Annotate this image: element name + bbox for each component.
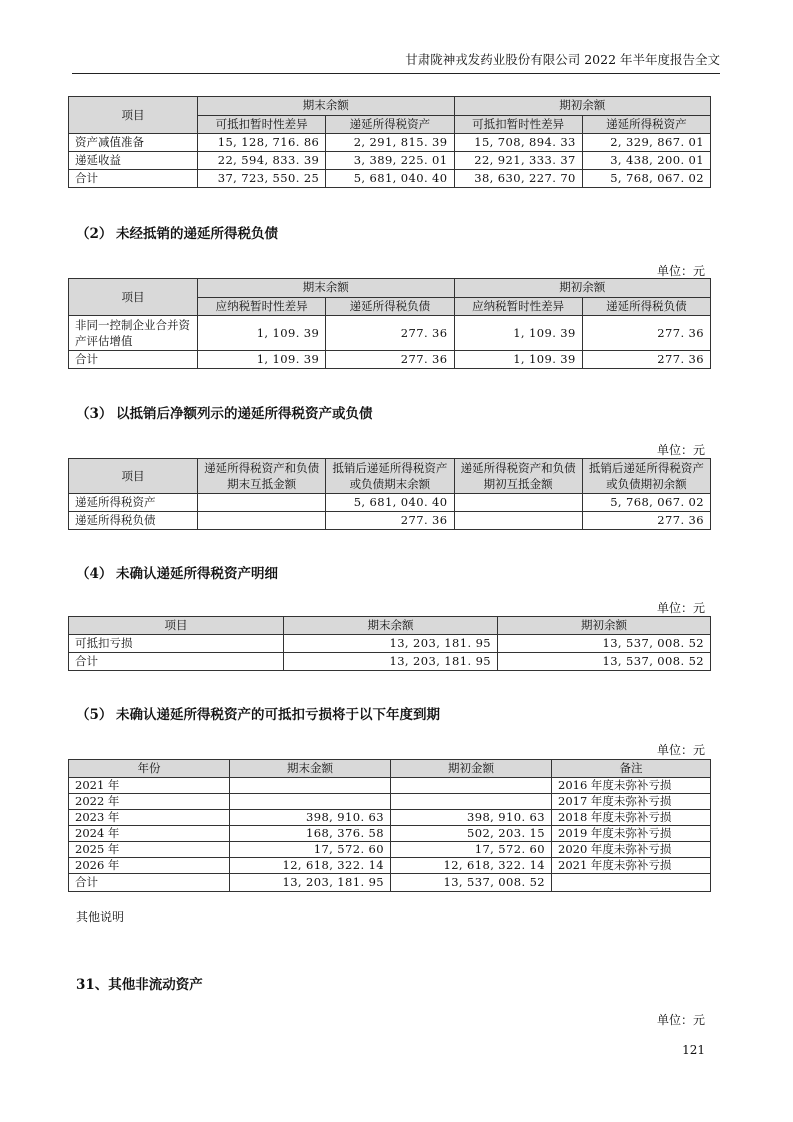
row-label: 2023 年 xyxy=(69,810,230,826)
col-header: 可抵扣暂时性差异 xyxy=(454,115,582,134)
cell-value: 398, 910. 63 xyxy=(391,810,552,826)
row-label: 递延所得税负债 xyxy=(69,512,198,530)
col-header-note: 备注 xyxy=(552,760,711,778)
table-row-total xyxy=(69,170,711,188)
col-header: 应纳税暂时性差异 xyxy=(454,297,582,316)
table-row-total xyxy=(69,351,711,369)
section-heading xyxy=(76,562,278,582)
col-header-end-balance: 期末余额 xyxy=(284,617,498,635)
cell-value: 1, 109. 39 xyxy=(454,316,582,351)
deferred-tax-assets-table xyxy=(68,96,711,188)
col-header-item: 项目 xyxy=(69,97,198,134)
cell-value: 22, 594, 833. 39 xyxy=(198,152,326,170)
table-header-row xyxy=(69,617,711,635)
deferred-tax-liabilities-table xyxy=(68,278,711,369)
cell-value: 13, 537, 008. 52 xyxy=(498,635,711,653)
col-header-end-amount: 期末金额 xyxy=(230,760,391,778)
row-label: 递延收益 xyxy=(69,152,198,170)
cell-value: 13, 203, 181. 95 xyxy=(284,653,498,671)
table-row xyxy=(69,858,711,874)
row-label: 合计 xyxy=(69,351,198,369)
table-row xyxy=(69,134,711,152)
col-header: 可抵扣暂时性差异 xyxy=(198,115,326,134)
col-header: 递延所得税资产 xyxy=(582,115,710,134)
cell-value: 13, 537, 008. 52 xyxy=(391,874,552,892)
col-header-begin-balance: 期初余额 xyxy=(498,617,711,635)
net-deferred-tax-table xyxy=(68,458,711,530)
cell-value xyxy=(198,494,326,512)
cell-value xyxy=(230,794,391,810)
col-header-begin-balance: 期初余额 xyxy=(454,279,711,298)
cell-value: 12, 618, 322. 14 xyxy=(391,858,552,874)
cell-value: 5, 768, 067. 02 xyxy=(582,170,710,188)
col-header-item: 项目 xyxy=(69,459,198,494)
section-heading xyxy=(76,222,278,242)
table-row xyxy=(69,494,711,512)
cell-value: 22, 921, 333. 37 xyxy=(454,152,582,170)
section-heading xyxy=(76,402,373,422)
cell-value: 502, 203. 15 xyxy=(391,826,552,842)
table-row xyxy=(69,152,711,170)
col-header: 递延所得税资产 xyxy=(326,115,454,134)
section-number: （2） xyxy=(76,226,113,242)
cell-note: 2017 年度未弥补亏损 xyxy=(552,794,711,810)
table-row xyxy=(69,842,711,858)
row-label: 可抵扣亏损 xyxy=(69,635,284,653)
cell-value: 398, 910. 63 xyxy=(230,810,391,826)
col-header-item: 项目 xyxy=(69,617,284,635)
section-title: 以抵销后净额列示的递延所得税资产或负债 xyxy=(116,406,373,422)
other-notes-label: 其他说明 xyxy=(76,910,125,924)
cell-value: 17, 572. 60 xyxy=(230,842,391,858)
section-title: 未确认递延所得税资产明细 xyxy=(116,566,278,582)
section-title: 31、其他非流动资产 xyxy=(76,977,203,993)
cell-note: 2016 年度未弥补亏损 xyxy=(552,778,711,794)
cell-value: 277. 36 xyxy=(582,351,710,369)
section-number: （3） xyxy=(76,406,113,422)
cell-value: 5, 768, 067. 02 xyxy=(582,494,710,512)
row-label: 合计 xyxy=(69,653,284,671)
table-row-total xyxy=(69,653,711,671)
table-header-row xyxy=(69,760,711,778)
page-number: 121 xyxy=(682,1043,705,1057)
table-header-row xyxy=(69,459,711,494)
cell-value: 1, 109. 39 xyxy=(454,351,582,369)
table-header-row xyxy=(69,279,711,298)
cell-value: 2, 291, 815. 39 xyxy=(326,134,454,152)
cell-value: 277. 36 xyxy=(326,316,454,351)
cell-value: 277. 36 xyxy=(326,512,454,530)
col-header-item: 项目 xyxy=(69,279,198,316)
cell-value: 13, 203, 181. 95 xyxy=(230,874,391,892)
table-row xyxy=(69,826,711,842)
row-label: 非同一控制企业合并资产评估增值 xyxy=(69,316,198,351)
cell-value xyxy=(391,778,552,794)
cell-note: 2018 年度未弥补亏损 xyxy=(552,810,711,826)
table-row xyxy=(69,635,711,653)
section-heading xyxy=(76,973,203,993)
table-row-total xyxy=(69,874,711,892)
unit-label: 单位：元 xyxy=(656,264,705,278)
cell-value: 15, 708, 894. 33 xyxy=(454,134,582,152)
row-label: 2022 年 xyxy=(69,794,230,810)
col-header-end-balance: 期末余额 xyxy=(198,97,455,116)
col-header: 递延所得税资产和负债期初互抵金额 xyxy=(454,459,582,494)
cell-note: 2019 年度未弥补亏损 xyxy=(552,826,711,842)
row-label: 2025 年 xyxy=(69,842,230,858)
cell-value: 37, 723, 550. 25 xyxy=(198,170,326,188)
cell-value: 38, 630, 227. 70 xyxy=(454,170,582,188)
col-header-begin-amount: 期初金额 xyxy=(391,760,552,778)
cell-value: 15, 128, 716. 86 xyxy=(198,134,326,152)
row-label: 2021 年 xyxy=(69,778,230,794)
table-row xyxy=(69,316,711,351)
cell-value: 5, 681, 040. 40 xyxy=(326,494,454,512)
section-heading xyxy=(76,703,440,723)
col-header-begin-balance: 期初余额 xyxy=(454,97,711,116)
unrecognized-deferred-tax-table xyxy=(68,616,711,671)
cell-value xyxy=(454,494,582,512)
row-label: 合计 xyxy=(69,170,198,188)
cell-value xyxy=(391,794,552,810)
col-header: 抵销后递延所得税资产或负债期末余额 xyxy=(326,459,454,494)
unit-label: 单位：元 xyxy=(656,601,705,615)
table-row xyxy=(69,810,711,826)
col-header: 递延所得税负债 xyxy=(582,297,710,316)
cell-value: 277. 36 xyxy=(582,316,710,351)
col-header: 递延所得税资产和负债期末互抵金额 xyxy=(198,459,326,494)
cell-value: 12, 618, 322. 14 xyxy=(230,858,391,874)
cell-value: 17, 572. 60 xyxy=(391,842,552,858)
col-header: 应纳税暂时性差异 xyxy=(198,297,326,316)
col-header: 抵销后递延所得税资产或负债期初余额 xyxy=(582,459,710,494)
unit-label: 单位：元 xyxy=(656,743,705,757)
cell-value: 2, 329, 867. 01 xyxy=(582,134,710,152)
table-row xyxy=(69,778,711,794)
cell-note: 2020 年度未弥补亏损 xyxy=(552,842,711,858)
table-row xyxy=(69,512,711,530)
cell-note xyxy=(552,874,711,892)
cell-value: 1, 109. 39 xyxy=(198,351,326,369)
cell-value: 13, 537, 008. 52 xyxy=(498,653,711,671)
col-header: 递延所得税负债 xyxy=(326,297,454,316)
row-label: 递延所得税资产 xyxy=(69,494,198,512)
cell-value xyxy=(230,778,391,794)
cell-value: 3, 438, 200. 01 xyxy=(582,152,710,170)
section-title: 未经抵销的递延所得税负债 xyxy=(116,226,278,242)
section-title: 未确认递延所得税资产的可抵扣亏损将于以下年度到期 xyxy=(116,707,440,723)
col-header-year: 年份 xyxy=(69,760,230,778)
table-header-row xyxy=(69,97,711,116)
unit-label: 单位：元 xyxy=(656,443,705,457)
cell-value xyxy=(454,512,582,530)
section-number: （4） xyxy=(76,566,113,582)
section-number: （5） xyxy=(76,707,113,723)
cell-value: 5, 681, 040. 40 xyxy=(326,170,454,188)
cell-value: 13, 203, 181. 95 xyxy=(284,635,498,653)
row-label: 2026 年 xyxy=(69,858,230,874)
table-row xyxy=(69,794,711,810)
col-header-end-balance: 期末余额 xyxy=(198,279,455,298)
cell-value: 3, 389, 225. 01 xyxy=(326,152,454,170)
cell-value: 277. 36 xyxy=(326,351,454,369)
cell-value: 1, 109. 39 xyxy=(198,316,326,351)
cell-note: 2021 年度未弥补亏损 xyxy=(552,858,711,874)
report-header: 甘肃陇神戎发药业股份有限公司 2022 年半年度报告全文 xyxy=(72,50,720,74)
loss-expiry-table xyxy=(68,759,711,892)
cell-value: 168, 376. 58 xyxy=(230,826,391,842)
cell-value: 277. 36 xyxy=(582,512,710,530)
unit-label: 单位：元 xyxy=(656,1013,705,1027)
row-label: 资产减值准备 xyxy=(69,134,198,152)
cell-value xyxy=(198,512,326,530)
row-label: 2024 年 xyxy=(69,826,230,842)
row-label: 合计 xyxy=(69,874,230,892)
